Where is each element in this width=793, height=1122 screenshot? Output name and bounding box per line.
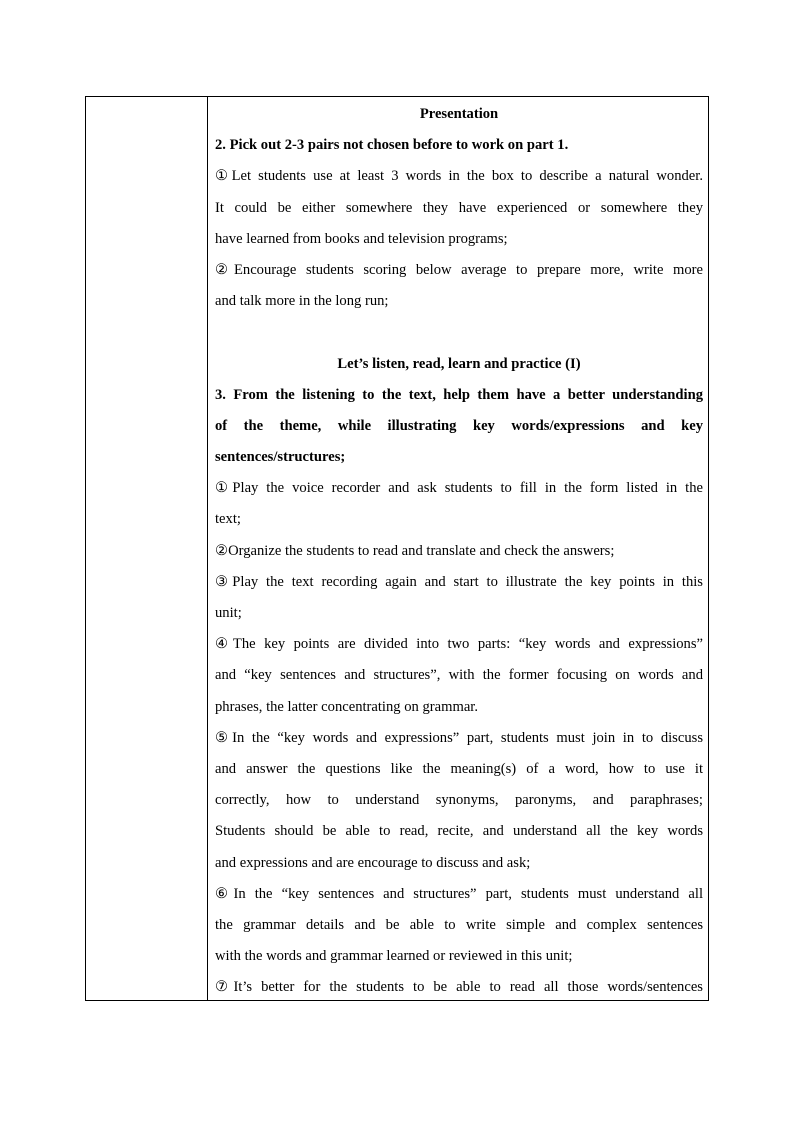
item-line: ①Let students use at least 3 words in the box to describe a natural wonder.	[215, 168, 703, 185]
item-line: ⑥In the “key sentences and structures” part, students must understand all	[215, 885, 703, 902]
lesson-plan-table	[85, 96, 709, 1001]
item-line: unit;	[215, 605, 242, 621]
item-line: text;	[215, 511, 241, 528]
item-line: ②Encourage students scoring below average to prepare more, write more	[215, 261, 703, 278]
blank-line	[215, 317, 703, 348]
item-line: and answer the questions like the meaning(s) of a word, how to use it	[215, 760, 703, 777]
item-line: correctly, how to understand synonyms, paronyms, and paraphrases;	[215, 792, 703, 809]
item-line: It could be either somewhere they have experienced or somewhere they	[215, 199, 703, 216]
step-line: sentences/structures;	[215, 449, 346, 466]
item-line: with the words and grammar learned or reviewed in this unit;	[215, 948, 573, 965]
left-column-cell	[86, 97, 208, 1000]
practice-heading: Let’s listen, read, learn and practice (I)	[337, 355, 581, 372]
presentation-item-1	[215, 161, 703, 255]
item-line: have learned from books and television programs;	[215, 230, 508, 247]
item-line: ⑤In the “key words and expressions” part, students must join in to discuss	[215, 729, 703, 746]
presentation-item-2	[215, 255, 703, 317]
item-line: ④The key points are divided into two parts: “key words and expressions”	[215, 636, 703, 653]
item-line: Students should be able to read, recite, and understand all the key words	[215, 823, 703, 840]
practice-step-3	[215, 380, 703, 474]
item-line: ⑦It’s better for the students to be able to read all those words/sentences	[215, 979, 703, 996]
item-line: ③Play the text recording again and start to illustrate the key points in this	[215, 573, 703, 590]
practice-item-2	[215, 536, 703, 567]
right-column-cell	[208, 97, 708, 1000]
presentation-heading: Presentation	[419, 106, 499, 122]
item-line: the grammar details and be able to write simple and complex sentences	[215, 916, 703, 933]
practice-item-5	[215, 723, 703, 879]
practice-item-3	[215, 567, 703, 629]
item-line: ②Organize the students to read and translate and check the answers;	[215, 542, 615, 559]
item-line: phrases, the latter concentrating on grammar.	[215, 698, 478, 715]
item-line: and expressions and are encourage to discuss and ask;	[215, 854, 531, 871]
presentation-step-2: 2. Pick out 2-3 pairs not chosen before to work on part 1.	[215, 137, 569, 154]
practice-item-1	[215, 473, 703, 535]
step-line: of the theme, while illustrating key words/expressions and key	[215, 417, 703, 434]
practice-item-6	[215, 879, 703, 973]
item-line: and talk more in the long run;	[215, 293, 389, 310]
step-line: 3. From the listening to the text, help them have a better understanding	[215, 386, 703, 403]
item-line: ①Play the voice recorder and ask students to fill in the form listed in the	[215, 480, 703, 497]
item-line: and “key sentences and structures”, with the former focusing on words and	[215, 667, 703, 684]
practice-item-4	[215, 629, 703, 723]
practice-item-7	[215, 972, 703, 1000]
